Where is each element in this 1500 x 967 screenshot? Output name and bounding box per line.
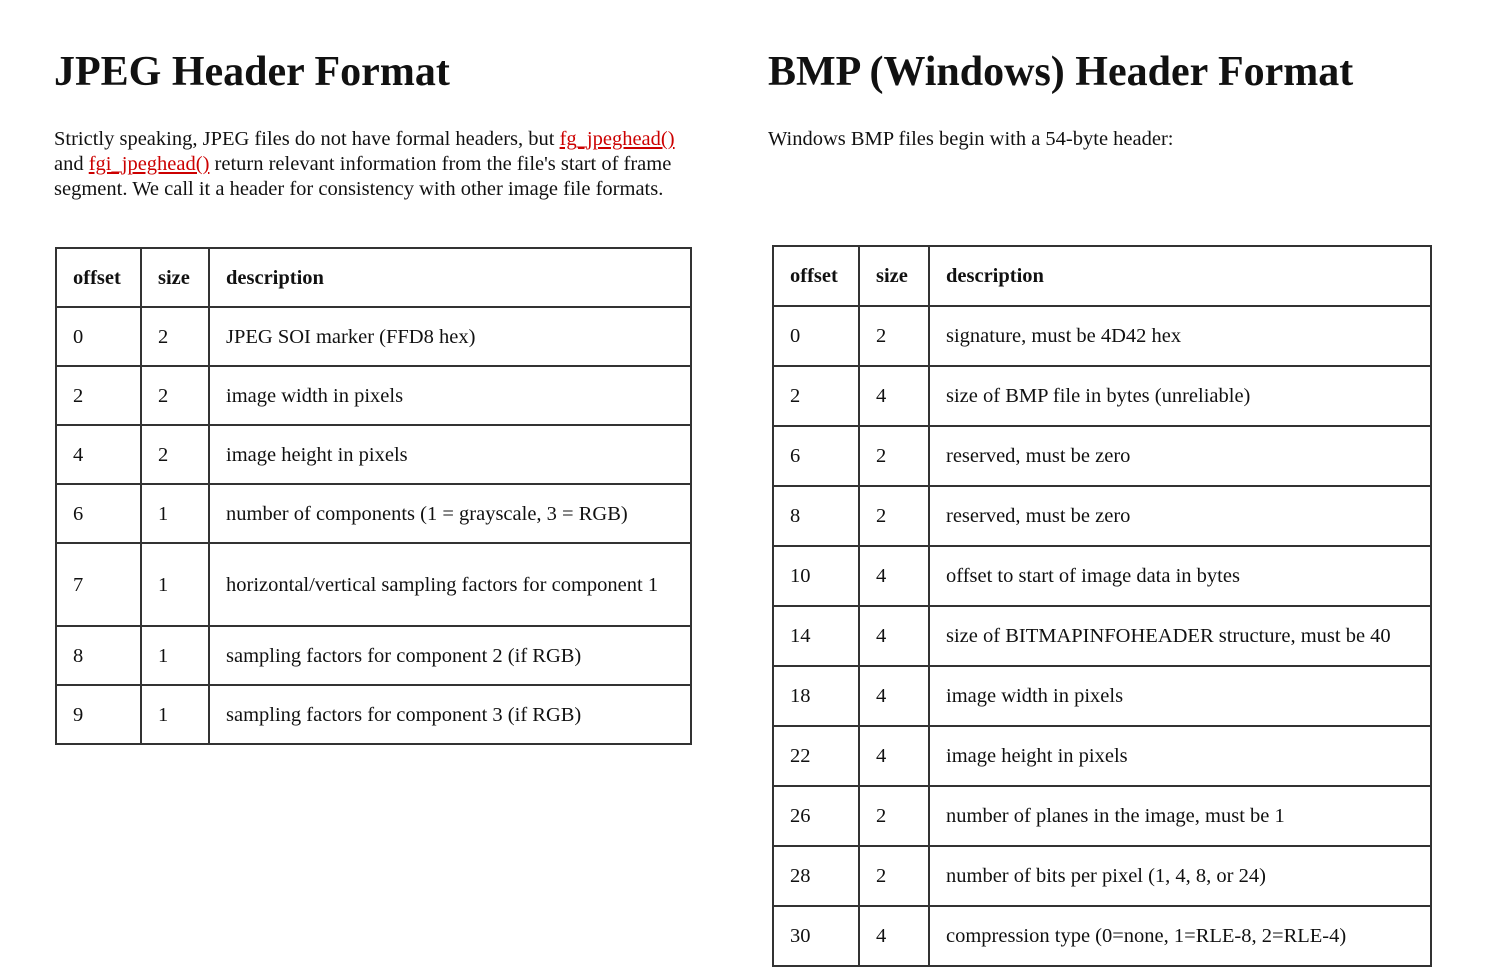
cell-size: 4	[859, 546, 929, 606]
table-row	[56, 425, 691, 484]
table-row	[773, 906, 1431, 966]
cell-offset: 18	[773, 666, 859, 726]
cell-description: compression type (0=none, 1=RLE-8, 2=RLE-4)	[929, 906, 1431, 966]
bmp-header-table	[772, 245, 1432, 967]
cell-size: 4	[859, 666, 929, 726]
cell-description: number of components (1 = grayscale, 3 = RGB)	[209, 484, 691, 543]
table-header-row	[56, 248, 691, 307]
cell-offset: 6	[56, 484, 141, 543]
cell-description: number of planes in the image, must be 1	[929, 786, 1431, 846]
cell-size: 4	[859, 726, 929, 786]
cell-description: sampling factors for component 2 (if RGB)	[209, 626, 691, 685]
table-row	[773, 666, 1431, 726]
cell-description: image width in pixels	[929, 666, 1431, 726]
jpeg-intro	[54, 127, 694, 202]
jpeg-title: JPEG Header Format	[54, 49, 450, 95]
table-row	[773, 486, 1431, 546]
jpeg-intro-text-3: return relevant information from the file's start of frame segment. We call it a header for consistency with other image file formats.	[54, 153, 672, 200]
cell-offset: 6	[773, 426, 859, 486]
table-row	[773, 306, 1431, 366]
cell-size: 2	[141, 425, 209, 484]
table-row	[773, 546, 1431, 606]
cell-description: offset to start of image data in bytes	[929, 546, 1431, 606]
cell-size: 2	[859, 846, 929, 906]
fg-jpeghead-link[interactable]: fg_jpeghead()	[559, 128, 675, 150]
jpeg-section	[54, 0, 694, 726]
table-row	[56, 484, 691, 543]
column-header-offset: offset	[773, 246, 859, 306]
cell-offset: 14	[773, 606, 859, 666]
table-row	[773, 726, 1431, 786]
cell-description: number of bits per pixel (1, 4, 8, or 24)	[929, 846, 1431, 906]
cell-size: 1	[141, 626, 209, 685]
cell-description: signature, must be 4D42 hex	[929, 306, 1431, 366]
cell-size: 1	[141, 685, 209, 744]
column-header-description: description	[209, 248, 691, 307]
cell-size: 2	[141, 366, 209, 425]
column-header-size: size	[141, 248, 209, 307]
cell-size: 2	[859, 426, 929, 486]
cell-description: reserved, must be zero	[929, 426, 1431, 486]
fgi-jpeghead-link[interactable]: fgi_jpeghead()	[88, 153, 210, 175]
cell-offset: 2	[773, 366, 859, 426]
cell-offset: 10	[773, 546, 859, 606]
cell-size: 2	[859, 306, 929, 366]
cell-description: size of BMP file in bytes (unreliable)	[929, 366, 1431, 426]
column-header-description: description	[929, 246, 1431, 306]
cell-description: horizontal/vertical sampling factors for component 1	[209, 543, 691, 626]
cell-description: image height in pixels	[209, 425, 691, 484]
jpeg-intro-text-2: and	[54, 153, 89, 175]
cell-size: 1	[141, 484, 209, 543]
table-row	[773, 606, 1431, 666]
bmp-intro: Windows BMP files begin with a 54-byte header:	[768, 128, 1174, 150]
cell-size: 4	[859, 366, 929, 426]
column-header-size: size	[859, 246, 929, 306]
cell-offset: 0	[56, 307, 141, 366]
table-header-row	[773, 246, 1431, 306]
cell-offset: 9	[56, 685, 141, 744]
cell-offset: 8	[773, 486, 859, 546]
cell-description: image width in pixels	[209, 366, 691, 425]
table-row	[773, 786, 1431, 846]
cell-size: 4	[859, 906, 929, 966]
jpeg-intro-text-1: Strictly speaking, JPEG files do not have formal headers, but	[54, 128, 560, 150]
cell-offset: 28	[773, 846, 859, 906]
table-row	[773, 846, 1431, 906]
table-row	[56, 685, 691, 744]
cell-size: 2	[859, 486, 929, 546]
table-row	[773, 426, 1431, 486]
cell-offset: 8	[56, 626, 141, 685]
bmp-section	[768, 0, 1438, 947]
table-row	[773, 366, 1431, 426]
cell-size: 2	[141, 307, 209, 366]
cell-offset: 26	[773, 786, 859, 846]
cell-offset: 30	[773, 906, 859, 966]
table-row	[56, 307, 691, 366]
jpeg-header-table	[55, 247, 692, 745]
cell-offset: 2	[56, 366, 141, 425]
cell-description: reserved, must be zero	[929, 486, 1431, 546]
cell-size: 4	[859, 606, 929, 666]
table-row	[56, 543, 691, 626]
cell-description: JPEG SOI marker (FFD8 hex)	[209, 307, 691, 366]
cell-offset: 22	[773, 726, 859, 786]
cell-size: 2	[859, 786, 929, 846]
cell-offset: 7	[56, 543, 141, 626]
cell-description: size of BITMAPINFOHEADER structure, must be 40	[929, 606, 1431, 666]
cell-offset: 0	[773, 306, 859, 366]
cell-offset: 4	[56, 425, 141, 484]
bmp-title: BMP (Windows) Header Format	[768, 49, 1354, 95]
cell-size: 1	[141, 543, 209, 626]
cell-description: image height in pixels	[929, 726, 1431, 786]
column-header-offset: offset	[56, 248, 141, 307]
table-row	[56, 366, 691, 425]
cell-description: sampling factors for component 3 (if RGB)	[209, 685, 691, 744]
table-row	[56, 626, 691, 685]
